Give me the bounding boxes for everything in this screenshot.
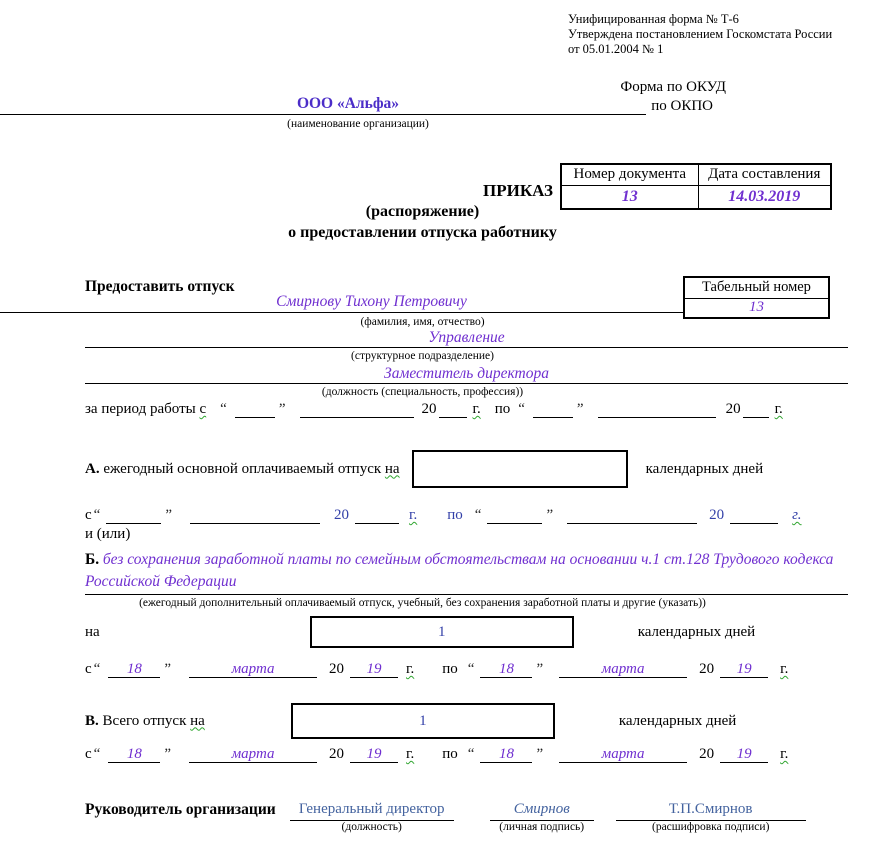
head-of-org-label: Руководитель организации	[85, 801, 276, 818]
section-v-days-value: 1	[419, 712, 427, 729]
doc-number-header: Номер документа	[561, 164, 698, 185]
b-day-from-value: 18	[108, 660, 160, 678]
signature-name-value: Т.П.Смирнов	[616, 801, 806, 821]
quote-mark: “	[220, 401, 227, 417]
year-suffix: г.	[406, 661, 415, 677]
organization-name-value: ООО «Альфа»	[296, 95, 400, 112]
section-a-date-row	[85, 504, 848, 524]
section-b-caption: (ежегодный дополнительный оплачиваемый отпуск, учебный, без сохранения заработной платы и другие (указать))	[139, 597, 706, 609]
quote-mark: ”	[278, 401, 286, 417]
form-approval-note	[568, 12, 832, 57]
head-position-caption: (должность)	[341, 821, 402, 833]
v-month-from-value: марта	[189, 745, 317, 763]
period-month-from-blank	[300, 400, 414, 418]
to-word: по	[442, 746, 458, 762]
okud-label: Форма по ОКУД	[620, 79, 726, 95]
a-day-to-blank	[487, 506, 542, 524]
from-word: с	[85, 507, 92, 523]
year-prefix: 20	[725, 401, 741, 417]
section-v-days-suffix: календарных дней	[618, 712, 737, 729]
b-month-to-value: марта	[559, 660, 687, 678]
section-b-days-row	[85, 614, 848, 650]
to-word: по	[494, 401, 511, 417]
footer-signature-row	[85, 801, 848, 833]
signature-name-caption: (расшифровка подписи)	[652, 821, 770, 833]
quote-mark: “	[474, 507, 482, 523]
a-day-from-blank	[106, 506, 161, 524]
v-month-to-value: марта	[559, 745, 687, 763]
quote-mark: “	[93, 746, 101, 762]
quote-mark: “	[93, 661, 101, 677]
section-v-days-box	[291, 703, 555, 739]
section-a-days-suffix: календарных дней	[645, 460, 764, 477]
year-prefix: 20	[709, 507, 725, 523]
b-year-from-value: 19	[350, 660, 398, 678]
v-year-from-value: 19	[350, 745, 398, 763]
quote-mark: ”	[546, 507, 554, 523]
position-line	[85, 365, 848, 384]
doc-date-header: Дата составления	[698, 164, 831, 185]
b-day-to-value: 18	[480, 660, 532, 678]
year-prefix: 20	[334, 507, 350, 523]
period-day-from-blank	[235, 400, 275, 418]
to-word: по	[442, 661, 458, 677]
grant-leave-label: Предоставить отпуск	[85, 278, 235, 295]
section-a-days-box	[412, 450, 628, 488]
section-b-date-row	[85, 658, 848, 678]
year-suffix: г.	[774, 401, 783, 417]
section-a-row	[85, 448, 848, 490]
period-month-to-blank	[598, 400, 716, 418]
from-word: с	[85, 661, 92, 677]
on-word: на	[190, 712, 205, 729]
quote-mark: ”	[164, 746, 172, 762]
section-b-label: Б.	[85, 551, 100, 568]
section-b-days-value: 1	[437, 623, 446, 640]
quote-mark: “	[518, 401, 525, 417]
a-month-from-blank	[190, 506, 320, 524]
v-day-from-value: 18	[108, 745, 160, 763]
period-year-to-blank	[743, 400, 769, 418]
organization-name-line	[0, 95, 646, 115]
order-subtitle-2: о предоставлении отпуска работнику	[288, 224, 557, 241]
signature-name-field	[616, 801, 806, 833]
a-month-to-blank	[567, 506, 697, 524]
section-v-text: Всего отпуск	[102, 712, 187, 729]
work-period-label	[85, 401, 206, 418]
from-word: с	[85, 746, 92, 762]
year-suffix: г.	[472, 401, 481, 417]
quote-mark: “	[467, 746, 475, 762]
period-year-from-blank	[439, 400, 467, 418]
year-prefix: 20	[699, 746, 715, 762]
department-caption: (структурное подразделение)	[351, 350, 494, 362]
employee-fio-value: Смирнову Тихону Петровичу	[276, 293, 467, 310]
v-day-to-value: 18	[480, 745, 532, 763]
head-position-value: Генеральный директор	[290, 801, 454, 821]
section-b-days-suffix: календарных дней	[637, 623, 756, 640]
signature-value: Смирнов	[490, 801, 594, 821]
signature-caption: (личная подпись)	[499, 821, 585, 833]
year-suffix: г.	[409, 507, 418, 523]
position-caption: (должность (специальность, профессия))	[321, 386, 524, 398]
on-word: на	[384, 460, 400, 477]
a-year-to-blank	[730, 506, 778, 524]
year-suffix: г.	[406, 746, 415, 762]
section-b-text-block	[85, 549, 848, 595]
section-a-label: А.	[85, 460, 100, 477]
personnel-number-table	[683, 276, 830, 319]
order-subtitle-1: (распоряжение)	[365, 203, 480, 220]
year-prefix: 20	[329, 661, 345, 677]
department-line	[85, 329, 848, 348]
year-suffix: г.	[780, 746, 789, 762]
on-word: на	[85, 623, 100, 640]
section-b-days-box	[310, 616, 574, 648]
section-v-date-row	[85, 743, 848, 763]
section-v-label: В.	[85, 712, 99, 729]
approval-note-line3: от 05.01.2004 № 1	[568, 42, 664, 56]
work-period-prefix: за период работы	[85, 401, 196, 417]
section-a-text: ежегодный основной оплачиваемый отпуск	[103, 460, 382, 477]
approval-note-line1: Унифицированная форма № Т-6	[568, 12, 739, 26]
quote-mark: ”	[164, 661, 172, 677]
section-a-text-wrap	[85, 461, 400, 478]
v-year-to-value: 19	[720, 745, 768, 763]
quote-mark: ”	[536, 746, 544, 762]
doc-number-value: 13	[561, 185, 698, 209]
personnel-number-header: Табельный номер	[684, 277, 829, 298]
okpo-label: по ОКПО	[651, 98, 713, 114]
department-value: Управление	[428, 329, 505, 346]
year-suffix: г.	[780, 661, 789, 677]
personnel-number-value: 13	[684, 298, 829, 318]
section-v-row	[85, 701, 848, 741]
b-year-to-value: 19	[720, 660, 768, 678]
organization-name-caption: (наименование организации)	[287, 118, 429, 130]
work-period-row	[85, 398, 848, 418]
year-prefix: 20	[329, 746, 345, 762]
doc-date-value: 14.03.2019	[698, 185, 831, 209]
signature-field	[490, 801, 594, 833]
quote-mark: ”	[165, 507, 173, 523]
quote-mark: ”	[536, 661, 544, 677]
period-day-to-blank	[533, 400, 573, 418]
year-suffix: г.	[792, 507, 802, 523]
and-or-label: и (или)	[85, 526, 131, 542]
year-prefix: 20	[699, 661, 715, 677]
employee-fio-line	[0, 293, 683, 313]
head-position-field	[290, 801, 454, 833]
quote-mark: “	[467, 661, 475, 677]
to-word: по	[447, 507, 463, 523]
quote-mark: “	[93, 507, 101, 523]
employee-fio-caption: (фамилия, имя, отчество)	[360, 316, 485, 328]
order-title: ПРИКАЗ	[483, 181, 553, 200]
section-v-text-wrap	[85, 713, 205, 730]
year-prefix: 20	[421, 401, 437, 417]
b-month-from-value: марта	[189, 660, 317, 678]
from-word: с	[199, 401, 207, 417]
a-year-from-blank	[355, 506, 399, 524]
position-value: Заместитель директора	[384, 365, 549, 382]
quote-mark: ”	[576, 401, 584, 417]
approval-note-line2: Утверждена постановлением Госкомстата России	[568, 27, 833, 41]
section-b-reason-text: без сохранения заработной платы по семейным обстоятельствам на основании ч.1 ст.128 Трудового кодекса Российской Федерации	[85, 551, 834, 590]
